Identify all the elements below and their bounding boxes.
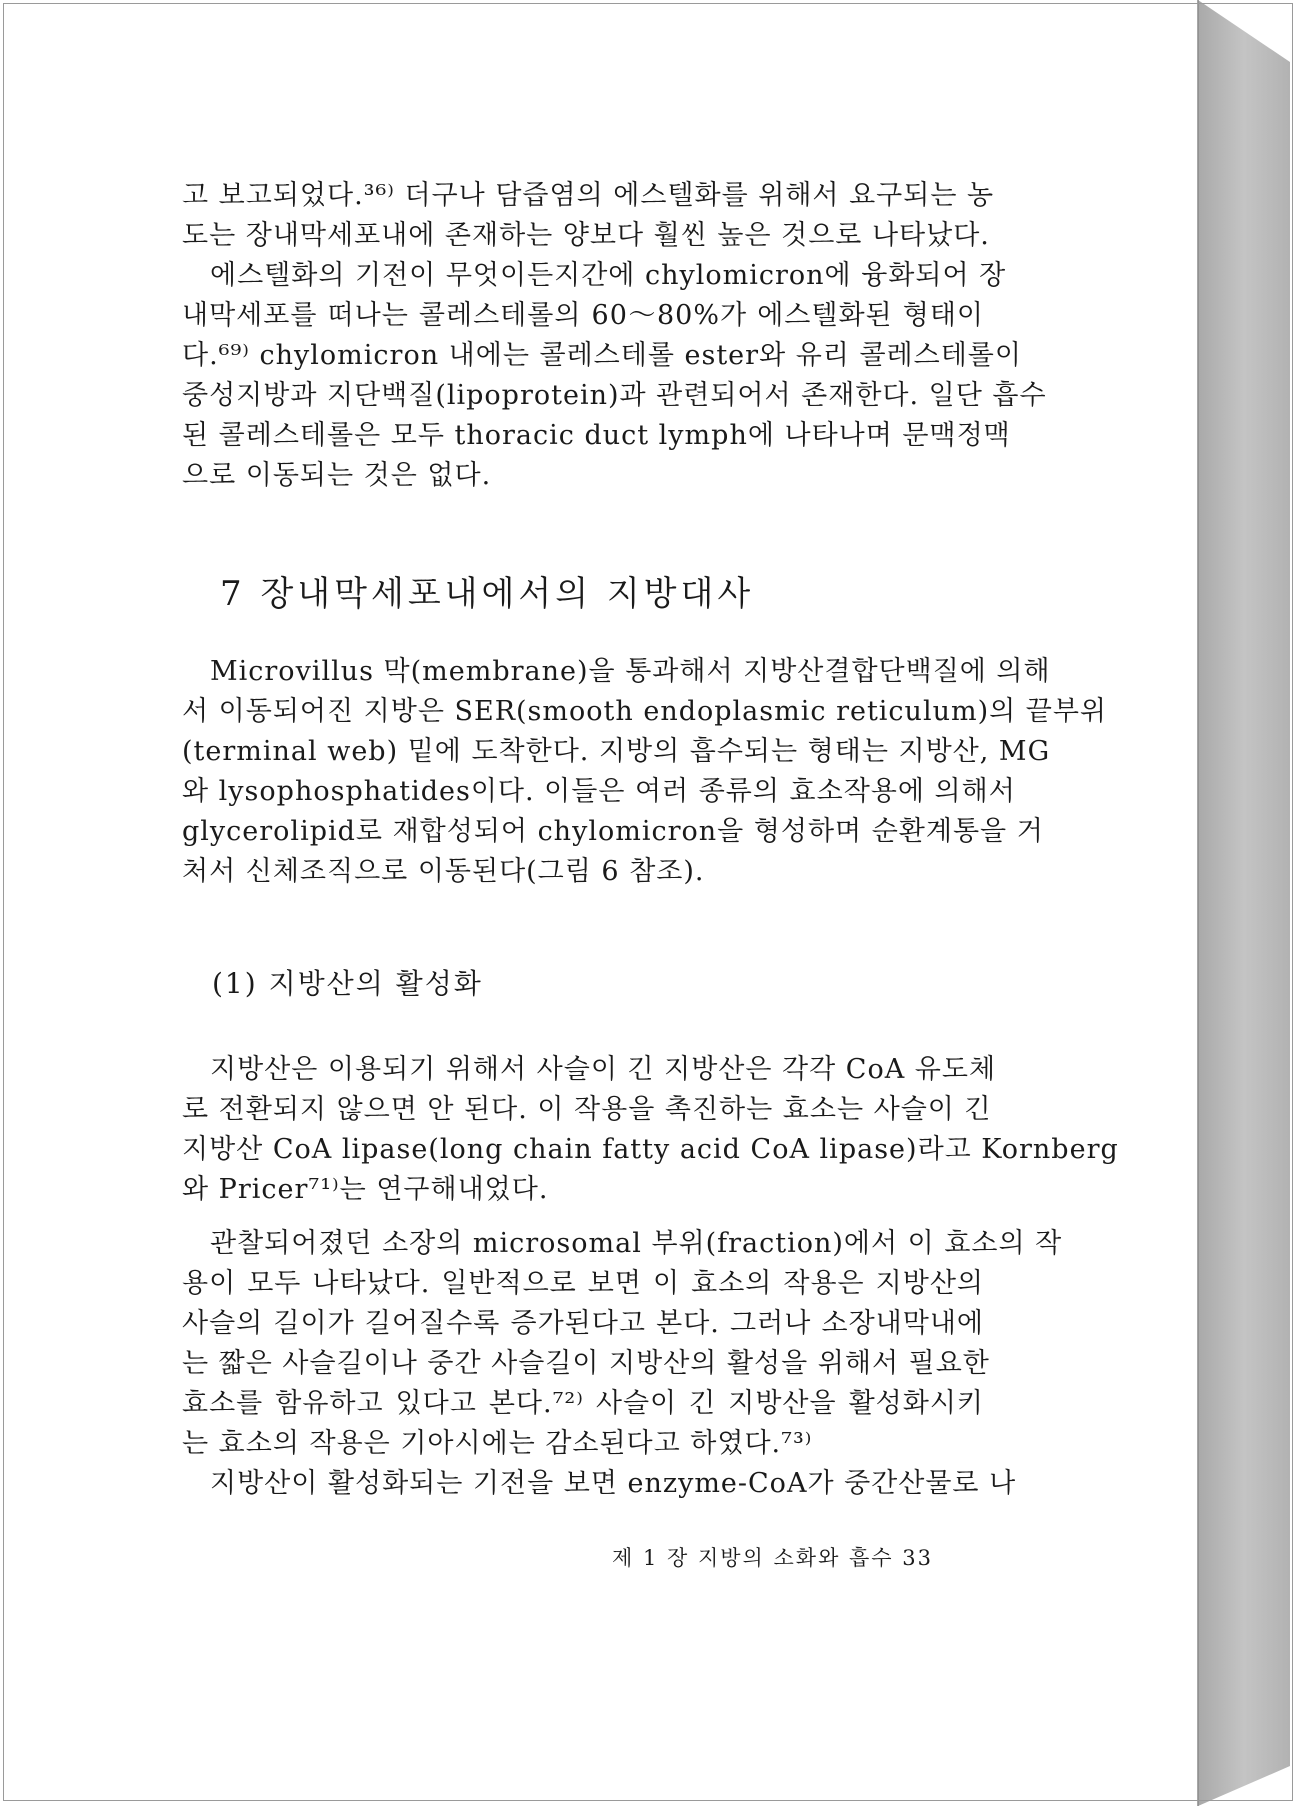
text-line: 지방산은 이용되기 위해서 사슬이 긴 지방산은 각각 CoA 유도체 <box>210 1054 997 1085</box>
page-footer: 제 1 장 지방의 소화와 흡수 33 <box>612 1546 933 1570</box>
text-line: 처서 신체조직으로 이동된다(그림 6 참조). <box>182 856 705 887</box>
text-line: 지방산이 활성화되는 기전을 보면 enzyme-CoA가 중간산물로 나 <box>210 1468 1017 1499</box>
text-line: 고 보고되었다.³⁶⁾ 더구나 담즙염의 에스텔화를 위해서 요구되는 농 <box>182 180 995 211</box>
text-line: 는 짧은 사슬길이나 중간 사슬길이 지방산의 활성을 위해서 필요한 <box>182 1348 990 1379</box>
text-line: 는 효소의 작용은 기아시에는 감소된다고 하였다.⁷³⁾ <box>182 1428 813 1459</box>
text-line: 효소를 함유하고 있다고 본다.⁷²⁾ 사슬이 긴 지방산을 활성화시키 <box>182 1388 984 1419</box>
section-heading: 7 장내막세포내에서의 지방대사 <box>220 574 755 614</box>
text-line: 관찰되어졌던 소장의 microsomal 부위(fraction)에서 이 효소의 작 <box>210 1228 1063 1259</box>
subsection-heading: (1) 지방산의 활성화 <box>212 967 483 1000</box>
text-line: 도는 장내막세포내에 존재하는 양보다 훨씬 높은 것으로 나타났다. <box>182 220 990 251</box>
text-line: 사슬의 길이가 길어질수록 증가된다고 본다. 그러나 소장내막내에 <box>182 1308 984 1339</box>
text-line: 다.⁶⁹⁾ chylomicron 내에는 콜레스테롤 ester와 유리 콜레스테롤이 <box>182 340 1022 371</box>
text-line: 으로 이동되는 것은 없다. <box>182 460 492 491</box>
text-line: Microvillus 막(membrane)을 통과해서 지방산결합단백질에 의해 <box>210 656 1051 687</box>
text-line: glycerolipid로 재합성되어 chylomicron을 형성하며 순환계통을 거 <box>182 816 1044 847</box>
text-line: 지방산 CoA lipase(long chain fatty acid CoA lipase)라고 Kornberg <box>182 1134 1119 1165</box>
text-line: 중성지방과 지단백질(lipoprotein)과 관련되어서 존재한다. 일단 흡수 <box>182 380 1047 411</box>
text-line: 로 전환되지 않으면 안 된다. 이 작용을 촉진하는 효소는 사슬이 긴 <box>182 1094 992 1125</box>
text-line: 서 이동되어진 지방은 SER(smooth endoplasmic reticulum)의 끝부위 <box>182 696 1108 727</box>
text-line: 된 콜레스테롤은 모두 thoracic duct lymph에 나타나며 문맥정맥 <box>182 420 1011 451</box>
text-line: (terminal web) 밑에 도착한다. 지방의 흡수되는 형태는 지방산, MG <box>182 736 1051 767</box>
text-line: 와 lysophosphatides이다. 이들은 여러 종류의 효소작용에 의해서 <box>182 776 1016 807</box>
text-line: 용이 모두 나타났다. 일반적으로 보면 이 효소의 작용은 지방산의 <box>182 1268 984 1299</box>
text-line: 와 Pricer⁷¹⁾는 연구해내었다. <box>182 1174 549 1205</box>
text-line: 에스텔화의 기전이 무엇이든지간에 chylomicron에 융화되어 장 <box>210 260 1007 291</box>
image-frame <box>3 3 1293 1801</box>
text-line: 내막세포를 떠나는 콜레스테롤의 60～80%가 에스텔화된 형태이 <box>182 300 984 331</box>
